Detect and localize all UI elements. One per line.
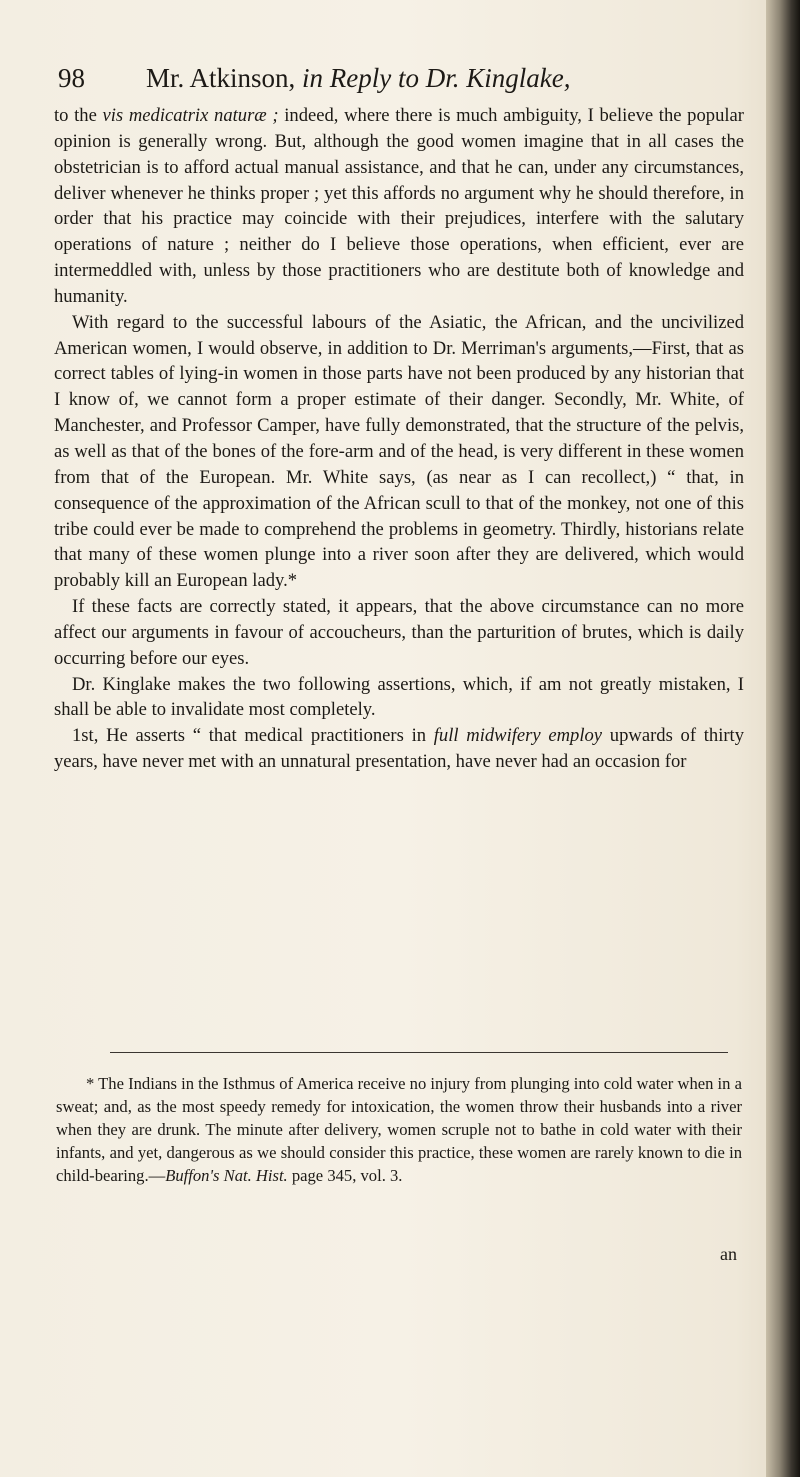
page-number: 98 — [58, 63, 85, 93]
footnote-paragraph — [56, 1072, 742, 1187]
running-title-rest: in Reply to Dr. Kinglake, — [302, 63, 571, 93]
paragraph-3: If these facts are correctly stated, it appears, that the above circumstance can no more affect our arguments in favour of accoucheurs, than the parturition of brutes, which is daily occurring before our eyes. — [54, 596, 744, 669]
footnote-rule — [110, 1052, 728, 1053]
footnote-page-ref: page 345, vol. 3. — [287, 1166, 403, 1185]
catchword: an — [720, 1244, 737, 1264]
footnote — [56, 1072, 742, 1187]
paragraph-5 — [54, 723, 744, 775]
footnote-text: * The Indians in the Isthmus of America receive no injury from plunging into cold water when in a sweat; and, as the most speedy remedy for intoxication, the women throw their husbands into a river when they are drunk. The minute after delivery, women scruple not to bathe in cold water with their infants, and yet, dangerous as we should consider this practice, these women are rarely known to die in child-bearing.— — [56, 1074, 742, 1185]
running-title — [146, 60, 571, 96]
italic-phrase: full midwifery employ — [433, 725, 603, 747]
paragraph-5-open: 1st, He asserts “ that medical practitioners in — [72, 725, 434, 747]
paragraph-2: With regard to the successful labours of the Asiatic, the African, and the uncivilized American women, I would observe, in addition to Dr. Merriman's arguments,—First, that as correct tables of lying-in women in those parts have not been produced by any historian that I know of, we cannot form a proper estimate of their danger. Secondly, Mr. White, of Manchester, and Professor Camper, have fully demonstrated, that the structure of the pelvis, as well as that of the bones of the fore-arm and of the head, is very different in these women from that of the European. Mr. White says, (as near as I can recollect,) “ that, in consequence of the approximation of the African scull to that of the monkey, not one of this tribe could ever be made to comprehend the problems in geometry. Thirdly, historians relate that many of these women plunge into a river soon after they are delivered, which would probably kill an European lady.* — [54, 311, 744, 592]
running-title-author: Mr. Atkinson, — [146, 63, 296, 93]
paragraph-5-rest: upwards of thirty years, have never met with an unnatural presentation, have never had an occasion for — [54, 725, 745, 773]
running-header — [58, 60, 748, 96]
page-edge-shadow — [766, 0, 800, 1477]
paragraph-1 — [54, 103, 744, 310]
paragraph-1-rest: indeed, where there is much ambiguity, I believe the popular opinion is generally wrong. But, although the good women imagine that in all cases the obstetrician is to afford actual manual assistance, and that he can, under any circumstances, deliver whenever he thinks proper ; yet this affords no argument why he should therefore, in order that his practice may coincide with their prejudices, interfere with the salutary operations of nature ; neither do I believe those operations, when efficient, ever are intermeddled with, unless by those practitioners who are destitute both of knowledge and humanity. — [54, 105, 744, 307]
paragraph-1-open: to the — [54, 105, 103, 126]
main-text — [54, 103, 744, 775]
paragraph-4: Dr. Kinglake makes the two following assertions, which, if am not greatly mistaken, I shall be able to invalidate most completely. — [54, 673, 744, 721]
latin-phrase: vis medicatrix naturæ ; — [102, 105, 279, 126]
footnote-source: Buffon's Nat. Hist. — [165, 1166, 288, 1185]
